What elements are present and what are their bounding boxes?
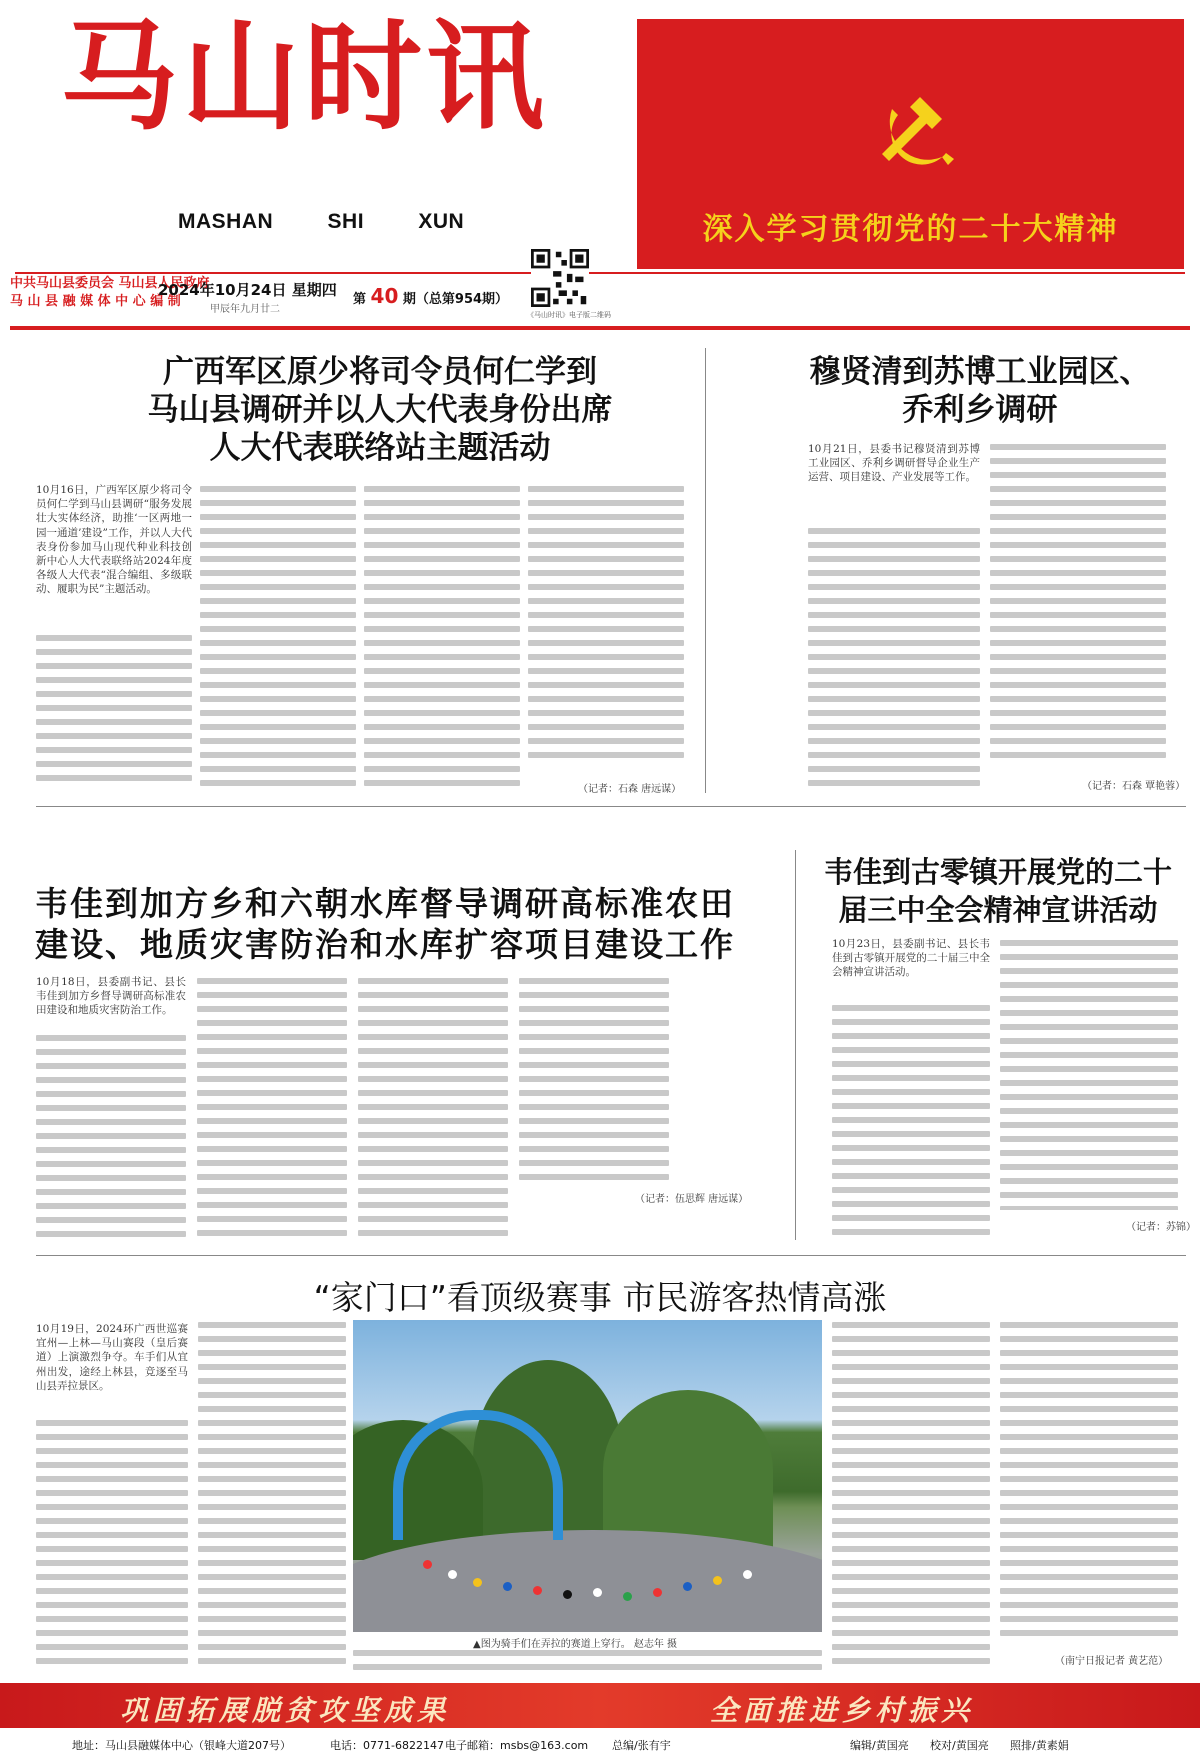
masthead-red-rule (10, 326, 1190, 330)
footer-email[interactable]: 电子邮箱：msbs@163.com (445, 1739, 589, 1752)
cyclist (683, 1582, 692, 1591)
article-4-text-col2 (1000, 940, 1178, 1210)
article-1-text-col4 (528, 486, 684, 776)
article-3-headline[interactable]: 韦佳到加方乡和六朝水库督导调研高标准农田 建设、地质灾害防治和水库扩容项目建设工作 (35, 884, 735, 964)
race-road (353, 1530, 822, 1632)
cyclist (743, 1570, 752, 1579)
article-4-lead: 10月23日，县委副书记、县长韦佳到古零镇开展党的二十届三中全会精神宣讲活动。 (832, 938, 990, 979)
column-divider (795, 850, 796, 1240)
lunar-date: 甲辰年九月廿二 (210, 304, 280, 315)
party-emblem-icon (862, 79, 962, 179)
article-3-byline: （记者：伍思辉 唐远谋） (635, 1194, 749, 1205)
masthead-title: 马山时讯 (60, 7, 549, 146)
article-2-text-col1 (808, 528, 980, 790)
article-5-text-col2 (198, 1322, 346, 1672)
article-4-byline: （记者：苏锦） (1126, 1222, 1196, 1233)
article-5-headline[interactable]: “家门口”看顶级赛事 市民游客热情高涨 (313, 1278, 887, 1317)
article-1-lead: 10月16日，广西军区原少将司令员何仁学到马山县调研“服务发展壮大实体经济，助推‘一区两地一园一通道’建设”工作，并以人大代表身份参加马山现代种业科技创新中心人大代表联络站2024年度各级人大代表“混合编组、多级联动、履职为民”主题活动。 (36, 484, 192, 596)
masthead-en-left: MASHAN (178, 210, 274, 233)
party-banner (637, 19, 1184, 269)
footer-phone: 电话：0771-6822147 (330, 1739, 444, 1752)
masthead-en-right: SHI XUN (327, 210, 465, 233)
cyclist (423, 1560, 432, 1569)
footer-chief-editor: 总编/张有宇 (612, 1739, 671, 1752)
section-divider (36, 806, 1186, 807)
footer-editor: 编辑/黄国亮 (850, 1739, 909, 1752)
slogan-banner (0, 1683, 1200, 1728)
article-1-byline: （记者：石森 唐远谋） (578, 784, 682, 795)
footer-typesetter: 照排/黄素娟 (1010, 1739, 1069, 1752)
article-5-text-col3 (832, 1322, 990, 1677)
article-3-text-col4 (519, 978, 669, 1183)
qr-code-icon[interactable] (531, 249, 589, 307)
article-5-text-col4 (1000, 1322, 1178, 1642)
karst-mountain (603, 1390, 773, 1550)
article-3-text-col2 (197, 978, 347, 1240)
cycling-race-photo[interactable] (353, 1320, 822, 1632)
issue-number: 第 40 期（总第954期） (353, 284, 509, 308)
issue-date: 2024年10月24日 星期四 (158, 281, 337, 299)
article-1-text-col3 (364, 486, 520, 796)
article-2-text-col2 (990, 444, 1166, 769)
article-2-byline: （记者：石森 覃艳蓉） (1082, 781, 1186, 792)
cyclist (713, 1576, 722, 1585)
photo-caption: ▲图为骑手们在弄拉的赛道上穿行。 赵志年 摄 (473, 1639, 678, 1650)
article-2-headline[interactable]: 穆贤清到苏博工业园区、 乔利乡调研 (809, 354, 1151, 428)
article-1-text-col2 (200, 486, 356, 796)
footer-proofreader: 校对/黄国亮 (930, 1739, 989, 1752)
article-5-byline: （南宁日报记者 黄艺范） (1055, 1656, 1169, 1667)
cyclist (653, 1588, 662, 1597)
article-5-text-under-photo (353, 1650, 822, 1680)
article-3-text-col3 (358, 978, 508, 1240)
cyclist (473, 1578, 482, 1587)
banner-right-text: 全面推进乡村振兴 (710, 1694, 975, 1727)
cyclist (533, 1586, 542, 1595)
cyclist (623, 1592, 632, 1601)
article-1-text-col1 (36, 635, 192, 795)
footer (0, 1728, 1200, 1758)
party-slogan: 深入学习贯彻党的二十大精神 (702, 212, 1119, 247)
article-3-lead: 10月18日，县委副书记、县长韦佳到加方乡督导调研高标准农田建设和地质灾害防治工作。 (36, 976, 186, 1017)
article-1-headline[interactable]: 广西军区原少将司令员何仁学到 马山县调研并以人大代表身份出席 人大代表联络站主题活动 (147, 354, 613, 466)
section-divider (36, 1255, 1186, 1256)
header-divider (15, 272, 1185, 274)
cyclist (593, 1588, 602, 1597)
article-4-headline[interactable]: 韦佳到古零镇开展党的二十 届三中全会精神宣讲活动 (823, 855, 1172, 927)
article-5-lead: 10月19日，2024环广西世巡赛宜州—上林—马山赛段（皇后赛道）上演激烈争夺。车手们从宜州出发，途经上林县，竞逐至马山县弄拉景区。 (36, 1323, 188, 1392)
article-2-lead: 10月21日，县委书记穆贤清到苏博工业园区、乔利乡调研督导企业生产运营、项目建设、产业发展等工作。 (808, 443, 980, 484)
article-4-text-col1 (832, 1005, 990, 1240)
publisher-org: 中共马山县委员会 马山县人民政府 (10, 276, 210, 291)
article-5-text-col1 (36, 1420, 188, 1675)
article-3-text-col1 (36, 1035, 186, 1240)
cyclist (503, 1582, 512, 1591)
column-divider (705, 348, 706, 793)
cyclist (563, 1590, 572, 1599)
cyclist (448, 1570, 457, 1579)
banner-left-text: 巩固拓展脱贫攻坚成果 (120, 1694, 451, 1727)
masthead-english (178, 210, 464, 234)
publisher-editor: 马 山 县 融 媒 体 中 心 编 制 (10, 294, 181, 309)
footer-address: 地址：马山县融媒体中心（银峰大道207号） (72, 1739, 291, 1752)
qr-caption: 《马山时讯》电子版二维码 (527, 311, 611, 319)
